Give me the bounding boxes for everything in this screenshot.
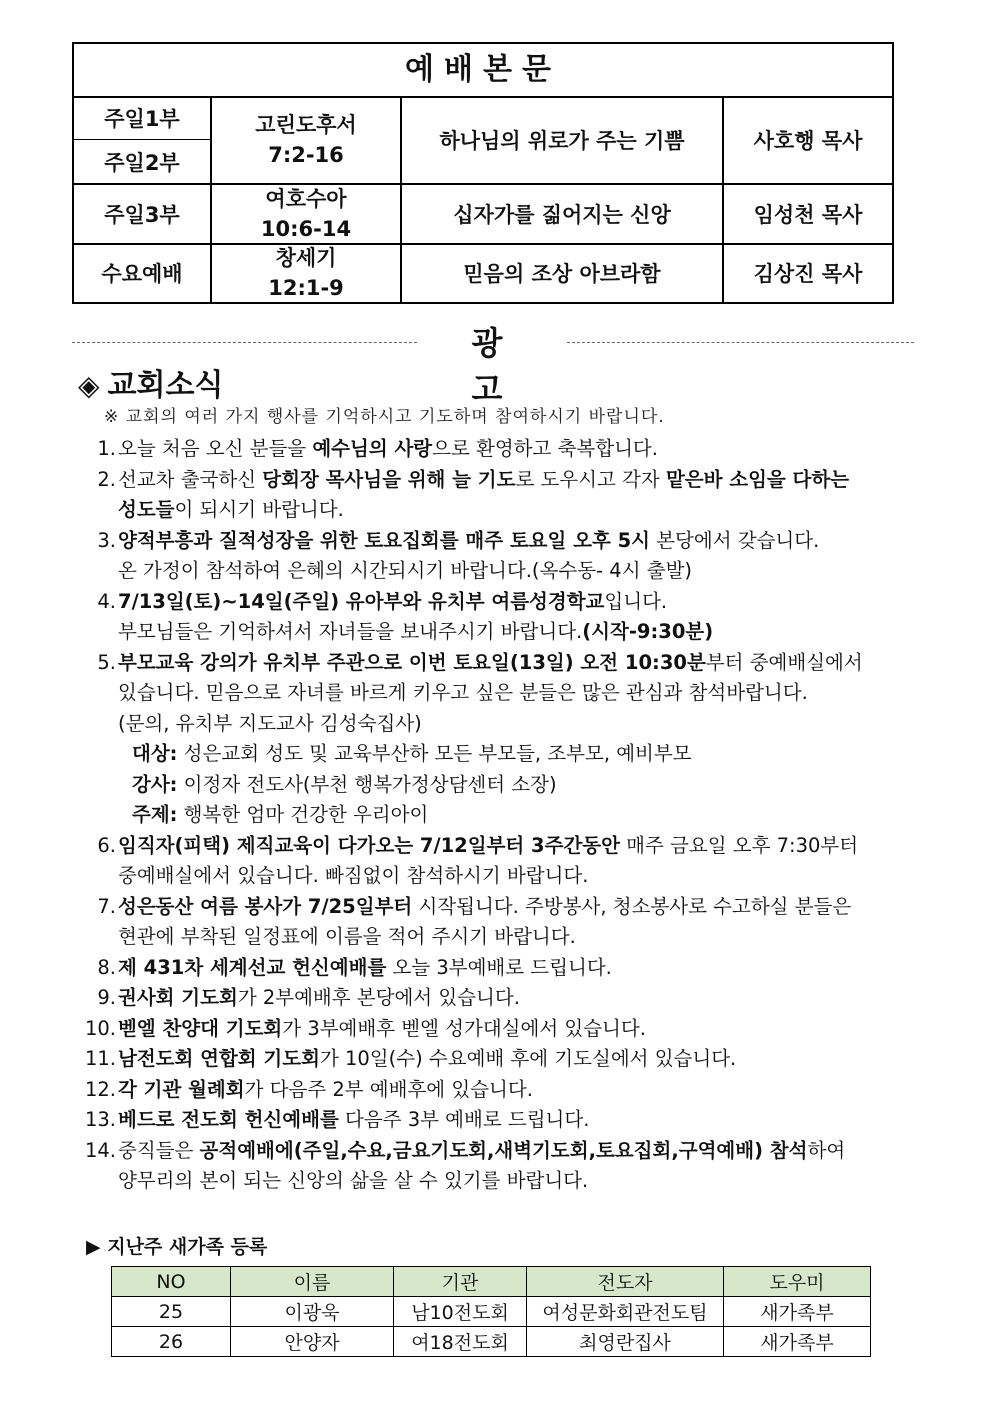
- list-item: [70, 1136, 930, 1197]
- item-text: 입니다.: [604, 589, 668, 613]
- passage-book: 창세기: [275, 246, 337, 270]
- item-emphasis: 임직자(피택) 제직교육이 다가오는 7/12일부터 3주간동안: [118, 833, 620, 857]
- item-label: 강사:: [132, 772, 178, 796]
- table-cell: 25: [112, 1297, 231, 1327]
- item-number: 11.: [84, 1047, 116, 1070]
- passage-verse: 10:6-14: [260, 217, 352, 241]
- item-emphasis: 부모교육 강의가 유치부 주관으로 이번 토요일(13일) 오전 10:30분: [118, 650, 706, 674]
- item-emphasis: 성은동산 여름 봉사가 7/25일부터: [118, 894, 413, 918]
- item-text: 가 다음주 2부 예배후에 있습니다.: [244, 1077, 533, 1101]
- item-text: 중예배실에서 있습니다. 빠짐없이 참석하시기 바랍니다.: [118, 864, 589, 887]
- worship-title: 예배본문: [74, 44, 892, 98]
- table-row: [112, 1327, 871, 1357]
- list-item: [70, 1014, 930, 1045]
- item-emphasis: 맡은바 소임을 다하는: [665, 467, 850, 491]
- table-cell: 안양자: [231, 1327, 394, 1357]
- item-text: 시작됩니다. 주방봉사, 청소봉사로 수고하실 분들은: [412, 894, 852, 918]
- table-row: [112, 1297, 871, 1327]
- service-name: 주일3부: [104, 203, 180, 227]
- item-text: 하여: [807, 1138, 846, 1162]
- item-text: 이정자 전도사(부천 행복가정상담센터 소장): [177, 772, 557, 796]
- item-text: 양무리의 본이 되는 신앙의 삶을 살 수 있기를 바랍니다.: [118, 1169, 589, 1192]
- item-text: 본당에서 갖습니다.: [650, 528, 820, 552]
- list-item: [70, 434, 930, 465]
- column-header: 이름: [231, 1267, 394, 1297]
- new-family-heading: ▶ 지난주 새가족 등록: [86, 1236, 268, 1258]
- item-text: 오늘 3부예배로 드립니다.: [386, 955, 612, 979]
- table-header-row: [112, 1267, 871, 1297]
- item-emphasis: (시작-9:30분): [582, 620, 714, 643]
- list-item: [70, 648, 930, 831]
- list-item: [70, 465, 930, 526]
- item-text: 이 되시기 바랍니다.: [174, 498, 344, 521]
- table-cell: 최영란집사: [527, 1327, 724, 1357]
- item-text: 부모님들은 기억하셔서 자녀들을 보내주시기 바랍니다.: [118, 620, 583, 643]
- service-name: 주일1부: [104, 107, 180, 131]
- ad-title: 광고: [471, 324, 543, 408]
- sermon-title: 하나님의 위로가 주는 기쁨: [439, 129, 685, 153]
- list-item: [70, 1044, 930, 1075]
- church-news-title: 교회소식: [107, 368, 224, 403]
- item-number: 6.: [97, 833, 116, 857]
- passage-verse: 7:2-16: [268, 143, 344, 167]
- passage-verse: 12:1-9: [268, 276, 344, 300]
- item-text: 으로 환영하고 축복합니다.: [432, 437, 658, 460]
- item-number: 7.: [97, 894, 116, 918]
- list-item: [70, 953, 930, 984]
- item-text: (문의, 유치부 지도교사 김성숙집사): [118, 711, 422, 735]
- item-text: 오늘 처음 오신 분들을: [118, 437, 313, 460]
- announcement-list: [70, 434, 930, 1197]
- column-header: 전도자: [527, 1267, 724, 1297]
- list-item: [70, 587, 930, 648]
- table-cell: 새가족부: [724, 1297, 871, 1327]
- item-label: 주제:: [132, 803, 178, 826]
- scripture-passage: [212, 96, 400, 184]
- church-news-heading: [78, 360, 223, 404]
- item-text: 있습니다. 믿음으로 자녀를 바르게 키우고 싶은 분들은 많은 관심과 참석바랍니다.: [118, 681, 808, 704]
- new-family-table: [111, 1266, 871, 1357]
- passage-book: 여호수아: [265, 187, 347, 211]
- item-emphasis: 제 431차 세계선교 헌신예배를: [118, 955, 387, 979]
- item-emphasis: 남전도회 연합회 기도회: [118, 1047, 320, 1070]
- list-item: [70, 1105, 930, 1136]
- item-emphasis: 각 기관 월례회: [118, 1077, 245, 1101]
- item-number: 8.: [97, 955, 116, 979]
- item-text: 가 2부예배후 본당에서 있습니다.: [237, 986, 520, 1009]
- item-text: 성은교회 성도 및 교육부산하 모든 부모들, 조부모, 예비부모: [177, 742, 692, 765]
- service-name: 주일2부: [104, 151, 180, 175]
- column-header: 도우미: [724, 1267, 871, 1297]
- item-number: 5.: [97, 650, 116, 674]
- item-text: 가 10일(수) 수요예배 후에 기도실에서 있습니다.: [319, 1047, 737, 1070]
- preacher: 임성천 목사: [753, 203, 863, 227]
- dashed-line: [72, 342, 417, 343]
- table-cell: 여성문화회관전도팀: [527, 1297, 724, 1327]
- item-number: 4.: [97, 589, 116, 613]
- item-label: 대상:: [132, 742, 178, 765]
- item-number: 14.: [84, 1138, 116, 1162]
- table-cell: 여18전도회: [394, 1327, 527, 1357]
- item-text: 중직들은: [118, 1138, 200, 1162]
- list-item: [70, 983, 930, 1014]
- item-number: 2.: [97, 467, 116, 491]
- list-item: [70, 831, 930, 892]
- column-header: 기관: [394, 1267, 527, 1297]
- passage-book: 고린도후서: [255, 113, 357, 137]
- item-number: 12.: [84, 1077, 116, 1101]
- scripture-passage: [212, 184, 400, 244]
- sermon-title: 십자가를 짊어지는 신앙: [453, 203, 671, 227]
- column-header: NO: [112, 1267, 231, 1297]
- dashed-line: [567, 342, 914, 343]
- item-number: 9.: [97, 986, 116, 1009]
- item-number: 10.: [84, 1016, 116, 1040]
- list-item: [70, 526, 930, 587]
- list-item: [70, 1075, 930, 1106]
- item-number: 3.: [97, 528, 116, 552]
- item-text: 매주 금요일 오후 7:30부터: [619, 833, 859, 857]
- diamond-icon: ◈: [78, 369, 100, 402]
- item-text: 로 도우시고 각자: [515, 467, 666, 491]
- table-cell: 새가족부: [724, 1327, 871, 1357]
- item-text: 온 가정이 참석하여 은혜의 시간되시기 바랍니다.(옥수동- 4시 출발): [118, 559, 693, 582]
- service-name: 수요예배: [101, 262, 183, 286]
- scripture-passage: [212, 244, 400, 302]
- item-number: 13.: [84, 1108, 116, 1131]
- list-item: [70, 892, 930, 953]
- item-emphasis: 성도들: [118, 498, 175, 521]
- preacher: 김상진 목사: [753, 262, 863, 286]
- item-text: 현관에 부착된 일정표에 이름을 적어 주시기 바랍니다.: [118, 925, 576, 948]
- item-emphasis: 예수님의 사랑: [312, 437, 433, 460]
- item-emphasis: 양적부흥과 질적성장을 위한 토요집회를 매주 토요일 오후 5시: [118, 528, 651, 552]
- item-text: 선교차 출국하신: [118, 467, 263, 491]
- worship-table: [72, 42, 894, 304]
- item-emphasis: 공적예배에(주일,수요,금요기도회,새벽기도회,토요집회,구역예배) 참석: [199, 1138, 808, 1162]
- item-emphasis: 권사회 기도회: [118, 986, 238, 1009]
- preacher: 사호행 목사: [753, 129, 863, 153]
- sermon-title: 믿음의 조상 아브라함: [463, 262, 661, 286]
- item-text: 행복한 엄마 건강한 우리아이: [177, 803, 429, 826]
- item-emphasis: 당회장 목사님을 위해 늘 기도: [262, 467, 516, 491]
- church-news-note: ※ 교회의 여러 가지 행사를 기억하시고 기도하며 참여하시기 바랍니다.: [104, 407, 665, 427]
- item-emphasis: 7/13일(토)~14일(주일) 유아부와 유치부 여름성경학교: [118, 589, 605, 613]
- table-cell: 26: [112, 1327, 231, 1357]
- item-emphasis: 베드로 전도회 헌신예배를: [118, 1108, 339, 1131]
- table-cell: 남10전도회: [394, 1297, 527, 1327]
- item-text: 다음주 3부 예배로 드립니다.: [338, 1108, 590, 1131]
- item-emphasis: 벧엘 찬양대 기도회: [118, 1016, 283, 1040]
- item-text: 부터 중예배실에서: [705, 650, 863, 674]
- item-number: 1.: [97, 437, 116, 460]
- item-text: 가 3부예배후 벧엘 성가대실에서 있습니다.: [282, 1016, 646, 1040]
- table-cell: 이광욱: [231, 1297, 394, 1327]
